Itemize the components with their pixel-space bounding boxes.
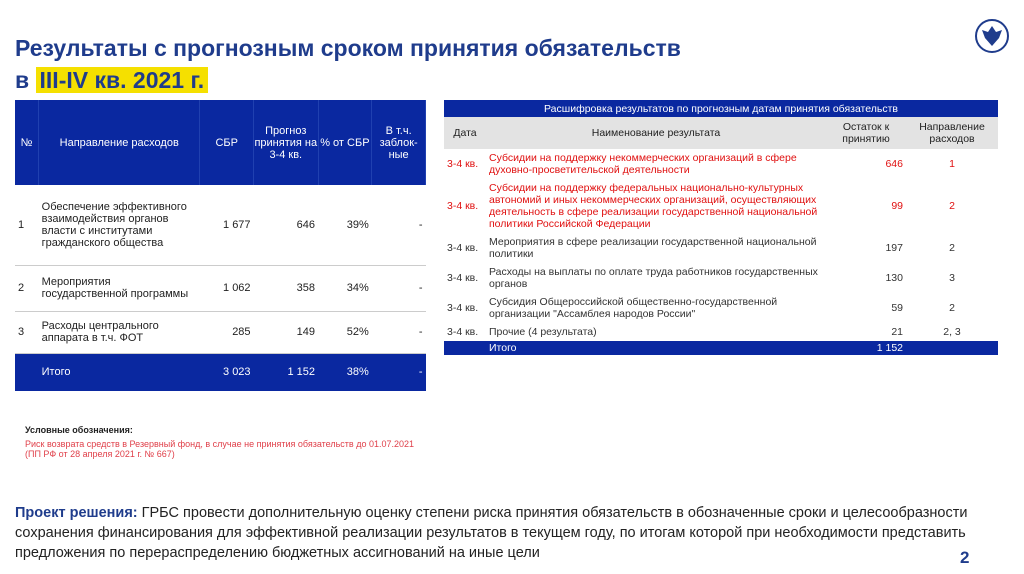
row-number: 3 (15, 311, 39, 353)
legend (25, 425, 425, 459)
decision-body: ГРБС провести дополнительную оценку степени риска принятия обязательств в обозначенные сроки и целесообразности сохранения финансирования для эффективной реализации результатов в текущем году, по итогам которой при необходимости представить предложения по перераспределению бюджетных ассигнований на иные цели (15, 505, 968, 561)
col-number: № (15, 100, 39, 185)
row-date: 3-4 кв. (447, 302, 479, 314)
row-sbr: 1 062 (200, 265, 254, 311)
title-highlight: III-IV кв. 2021 г. (36, 67, 209, 93)
total-forecast: 1 152 (254, 353, 318, 391)
row-direction: Мероприятия государственной программы (39, 265, 200, 311)
col-result-name: Наименование результата (486, 117, 826, 149)
total-blocked: - (372, 353, 426, 391)
row-blocked: - (372, 311, 426, 353)
page-title (15, 32, 681, 96)
row-date: 3-4 кв. (447, 326, 479, 338)
row-forecast: 149 (254, 311, 318, 353)
page-number: 2 (960, 548, 970, 567)
title-prefix: в (15, 67, 36, 93)
row-rest: 197 (885, 242, 903, 254)
title-line-2 (15, 64, 681, 96)
row-date: 3-4 кв. (447, 242, 479, 254)
legend-text: Риск возврата средств в Резервный фонд, в случае не принятия обязательств до 01.07.2021 (ПП РФ от 28 апреля 2021 г. № 667) (25, 439, 415, 459)
row-blocked: - (372, 185, 426, 265)
legend-title: Условные обозначения: (25, 425, 133, 435)
row-result-name: Расходы на выплаты по оплате труда работников государственных органов (489, 266, 818, 290)
total-rest: 1 152 (826, 341, 906, 355)
row-direction: 3 (949, 272, 955, 284)
row-pct: 34% (318, 265, 372, 311)
row-direction: Расходы центрального аппарата в т.ч. ФОТ (39, 311, 200, 353)
row-direction: Обеспечение эффективного взаимодействия органов власти с институтами гражданского общества (39, 185, 200, 265)
row-result-name: Субсидии на поддержку федеральных национально-культурных автономий и иных некоммерческих организаций, осуществляющих деятельность в сфере реализации государственной национальной политики Российской Федерации (489, 182, 818, 230)
row-date: 3-4 кв. (447, 158, 479, 170)
table-row (444, 293, 998, 323)
col-blocked: В т.ч. заблок-ные (372, 100, 426, 185)
row-result-name: Субсидия Общероссийской общественно-государственной организации "Ассамблея народов России" (489, 296, 778, 320)
total-label: Итого (39, 353, 200, 391)
row-direction: 2 (949, 302, 955, 314)
table-row (444, 323, 998, 341)
title-line-1: Результаты с прогнозным сроком принятия обязательств (15, 35, 681, 61)
total-pct: 38% (318, 353, 372, 391)
row-rest: 59 (891, 302, 903, 314)
row-date: 3-4 кв. (447, 272, 479, 284)
col-direction: Направление расходов (906, 117, 998, 149)
row-blocked: - (372, 265, 426, 311)
total-label: Итого (486, 341, 826, 355)
row-direction: 2 (949, 200, 955, 212)
row-pct: 39% (318, 185, 372, 265)
table-caption: Расшифровка результатов по прогнозным датам принятия обязательств (444, 100, 998, 117)
table-row (444, 149, 998, 179)
expenses-table (15, 100, 426, 391)
row-forecast: 358 (254, 265, 318, 311)
table-row (15, 185, 426, 265)
table-row (444, 263, 998, 293)
table-row (444, 233, 998, 263)
col-date: Дата (444, 117, 486, 149)
row-sbr: 285 (200, 311, 254, 353)
row-result-name: Субсидии на поддержку некоммерческих организаций в сфере духовно-просветительской деятельности (489, 152, 797, 176)
decision-text (15, 503, 975, 563)
total-row (15, 353, 426, 391)
results-breakdown-table (444, 100, 998, 355)
col-sbr: СБР (200, 100, 254, 185)
row-rest: 646 (885, 158, 903, 170)
coat-of-arms-icon (974, 18, 1010, 54)
total-sbr: 3 023 (200, 353, 254, 391)
row-forecast: 646 (254, 185, 318, 265)
row-direction: 2, 3 (943, 326, 961, 338)
row-number: 1 (15, 185, 39, 265)
row-direction: 2 (949, 242, 955, 254)
row-number: 2 (15, 265, 39, 311)
table-row (15, 265, 426, 311)
table-row (444, 179, 998, 233)
col-pct: % от СБР (318, 100, 372, 185)
row-result-name: Прочие (4 результата) (489, 326, 597, 338)
col-forecast: Прогноз принятия на 3-4 кв. (254, 100, 318, 185)
row-pct: 52% (318, 311, 372, 353)
col-rest: Остаток к принятию (826, 117, 906, 149)
row-direction: 1 (949, 158, 955, 170)
row-rest: 99 (891, 200, 903, 212)
row-rest: 130 (885, 272, 903, 284)
col-direction: Направление расходов (39, 100, 200, 185)
row-rest: 21 (891, 326, 903, 338)
row-date: 3-4 кв. (447, 200, 479, 212)
row-result-name: Мероприятия в сфере реализации государственной национальной политики (489, 236, 817, 260)
row-sbr: 1 677 (200, 185, 254, 265)
table-row (15, 311, 426, 353)
decision-label: Проект решения: (15, 505, 138, 521)
total-row (444, 341, 998, 355)
